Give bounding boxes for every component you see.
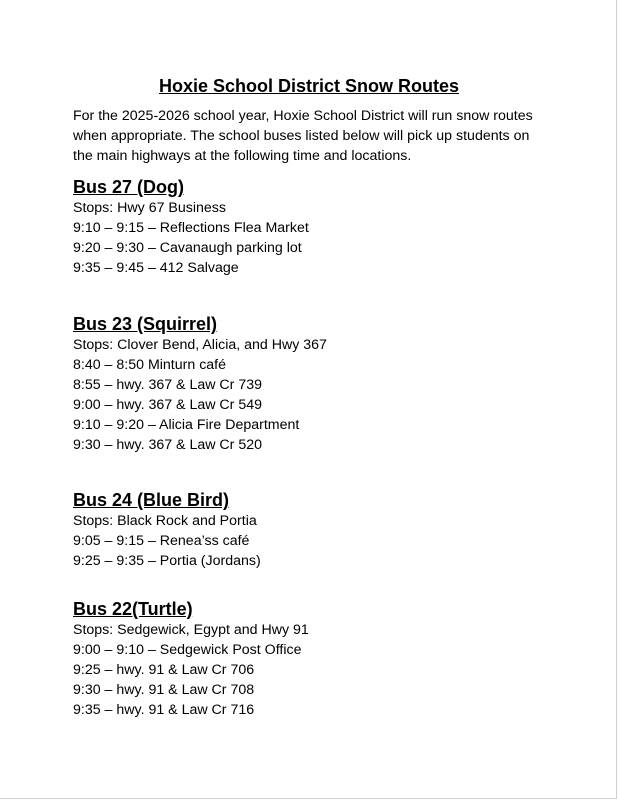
intro-line: the main highways at the following time and locations. (73, 148, 412, 164)
route-line: 9:30 – hwy. 367 & Law Cr 520 (73, 437, 263, 453)
route-line: 9:00 – 9:10 – Sedgewick Post Office (73, 642, 302, 658)
bus-heading: Bus 22(Turtle) (73, 599, 193, 619)
route-line: 9:25 – 9:35 – Portia (Jordans) (73, 553, 261, 569)
route-line: Stops: Black Rock and Portia (73, 513, 257, 529)
bus-heading: Bus 23 (Squirrel) (73, 314, 218, 334)
route-line: 9:25 – hwy. 91 & Law Cr 706 (73, 662, 255, 678)
route-line: 8:55 – hwy. 367 & Law Cr 739 (73, 377, 263, 393)
route-line: 9:35 – 9:45 – 412 Salvage (73, 260, 239, 276)
document-title: Hoxie School District Snow Routes (158, 76, 460, 96)
intro-line: For the 2025-2026 school year, Hoxie School District will run snow routes (73, 108, 533, 124)
route-line: 9:10 – 9:15 – Reflections Flea Market (73, 220, 309, 236)
route-line: 9:05 – 9:15 – Renea’ss café (73, 533, 250, 549)
route-line: 9:10 – 9:20 – Alicia Fire Department (73, 417, 300, 433)
bus-heading: Bus 27 (Dog) (73, 177, 185, 197)
route-line: 9:00 – hwy. 367 & Law Cr 549 (73, 397, 263, 413)
route-line: 8:40 – 8:50 Minturn café (73, 357, 227, 373)
intro-line: when appropriate. The school buses listed below will pick up students on (73, 128, 530, 144)
bus-24-section (73, 489, 261, 571)
bus-27-section (73, 176, 309, 278)
bus-heading: Bus 24 (Blue Bird) (73, 490, 230, 510)
route-line: 9:30 – hwy. 91 & Law Cr 708 (73, 682, 255, 698)
route-line: Stops: Hwy 67 Business (73, 200, 226, 216)
route-line: 9:20 – 9:30 – Cavanaugh parking lot (73, 240, 302, 256)
bus-22-section (73, 598, 309, 720)
intro-paragraph (73, 106, 573, 166)
route-line: 9:35 – hwy. 91 & Law Cr 716 (73, 702, 255, 718)
route-line: Stops: Clover Bend, Alicia, and Hwy 367 (73, 337, 327, 353)
route-line: Stops: Sedgewick, Egypt and Hwy 91 (73, 622, 309, 638)
bus-23-section (73, 313, 327, 455)
